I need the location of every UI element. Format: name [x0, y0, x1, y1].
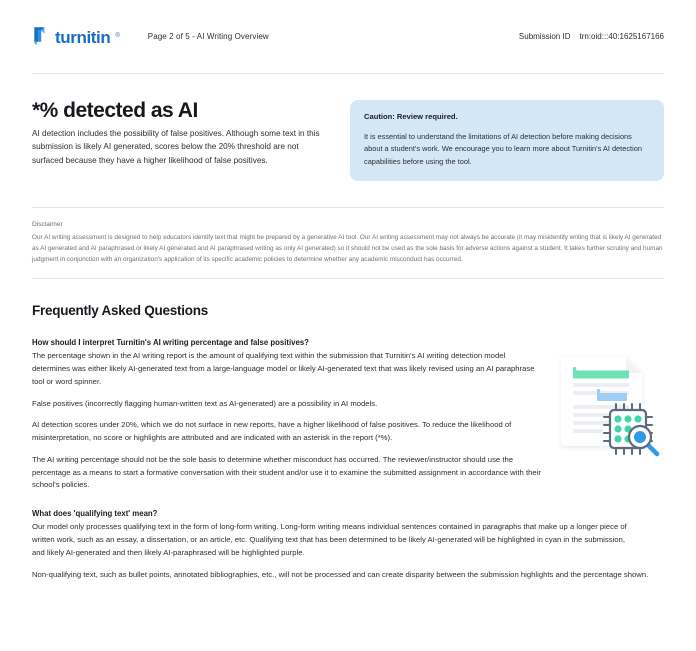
faq-item	[32, 508, 672, 581]
disclaimer-bottom-divider	[32, 278, 664, 279]
turnitin-wordmark: turnitin	[55, 27, 111, 47]
score-block	[32, 100, 332, 167]
disclaimer-title: Disclaimer	[32, 221, 63, 229]
faq-item	[32, 337, 544, 492]
submission-info	[519, 32, 664, 41]
faq-heading: Frequently Asked Questions	[32, 303, 209, 319]
faq-section	[32, 303, 664, 581]
caution-body: It is essential to understand the limitations of AI detection before making decisions about a student's work. We encourage you to learn more about Turnitin's AI detection capabilities before using the tool.	[364, 131, 642, 166]
faq-answer-paragraph: AI detection scores under 20%, which we do not surface in new reports, have a higher likelihood of false positives. To reduce the likelihood of misinterpretation, no score or highlights are attributed and are indicated with an asterisk in the report (*%).	[32, 420, 512, 443]
caution-title: Caution: Review required.	[364, 112, 458, 121]
page-label: Page 2 of 5 - AI Writing Overview	[147, 31, 269, 41]
faq-question: What does 'qualifying text' mean?	[32, 509, 158, 519]
disclaimer-section	[32, 207, 664, 279]
turnitin-mark-icon	[32, 26, 50, 46]
trademark-mark: ®	[115, 33, 120, 39]
faq-answer-paragraph: The percentage shown in the AI writing report is the amount of qualifying text within the submission that Turnitin's AI writing detection model determines was either likely AI-generated text from a large-language model or likely AI-generated text that was likely revised using an AI paraphrase tool or word spinner.	[32, 351, 535, 386]
submission-id-value: trn:oid:::40:1625167166	[579, 31, 664, 41]
faq-answer-paragraph: False positives (incorrectly flagging human-written text as AI-generated) are a possibility in AI models.	[32, 398, 378, 408]
caution-panel	[350, 100, 664, 181]
ai-score-description: AI detection includes the possibility of false positives. Although some text in this submission is likely AI generated, scores below the 20% threshold are not surfaced because they have a higher likelihood of false positives.	[32, 129, 320, 165]
page-header	[32, 0, 664, 66]
summary-section	[32, 100, 664, 181]
faq-answer-paragraph: Non-qualifying text, such as bullet points, annotated bibliographies, etc., will not be processed and can create disparity between the submission highlights and the percentage shown.	[32, 569, 649, 579]
faq-question: How should I interpret Turnitin's AI writing percentage and false positives?	[32, 338, 309, 348]
disclaimer-body: Our AI writing assessment is designed to help educators identify text that might be prepared by a generative AI tool. Our AI writing assessment may not always be accurate (it may misidentify writing that is likely AI generated as AI generated and AI paraphrased or likely AI generated and AI paraphrased writing as only AI generated) so it should not be used as the sole basis for adverse actions against a student. It takes further scrutiny and human judgment in conjunction with an organization's application of its specific academic policies to determine whether any academic misconduct has occurred.	[32, 234, 663, 264]
faq-answer-paragraph: Our model only processes qualifying text in the form of long-form writing. Long-form writing means individual sentences contained in paragraphs that make up a longer piece of written work, such as an essay, a dissertation, or an article, etc. Qualifying text that has been determined to be likely AI-generated will be highlighted in cyan in the submission, and likely AI-generated and then likely AI-paraphrased will be highlighted purple.	[32, 522, 627, 557]
turnitin-logo	[32, 26, 120, 46]
faq-answer-paragraph: The AI writing percentage should not be the sole basis to determine whether misconduct has occurred. The reviewer/instructor should use the percentage as a means to start a formative conversation with their student and/or use it to examine the submitted assignment in accordance with their school's policies.	[32, 454, 541, 490]
submission-id-label: Submission ID	[518, 31, 571, 41]
header-divider	[32, 73, 664, 74]
ai-document-scan-illustration	[552, 349, 670, 467]
ai-score-title: *% detected as AI	[32, 99, 198, 122]
